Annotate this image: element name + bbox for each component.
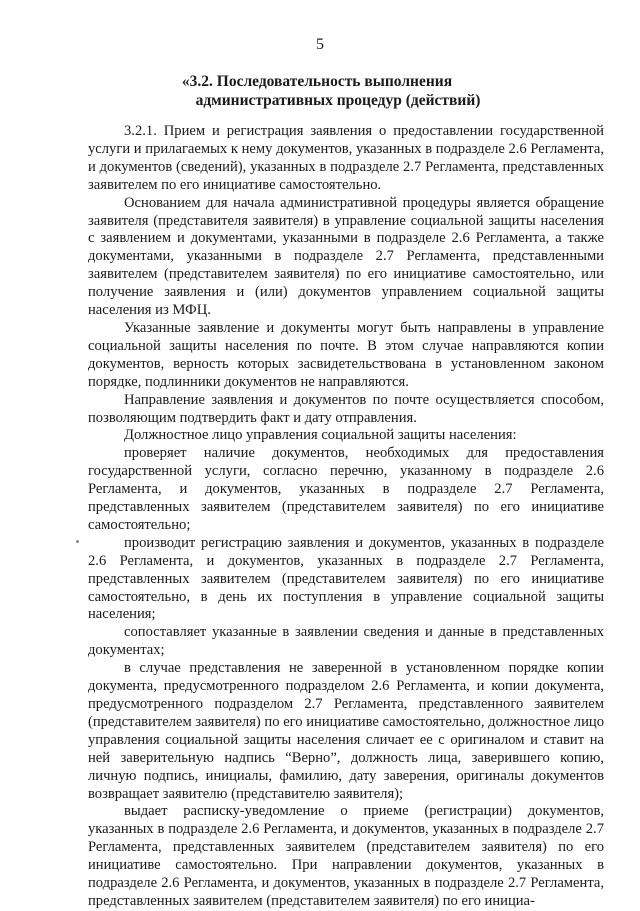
section-heading bbox=[0, 72, 640, 110]
list-item-paragraph: проверяет наличие документов, необходимых для предоставления государственной услуги, согласно перечню, указанному в подразделе 2.6 Регламента, и документов, указанных в подразделе 2.7 Регламента, представленных заявителем (представителем заявителя) по его инициативе самостоятельно; bbox=[88, 445, 604, 533]
section-heading-line-1: «3.2. Последовательность выполнения bbox=[181, 73, 453, 90]
paragraph: Направление заявления и документов по почте осуществляется способом, позволяющим подтвердить факт и дату отправления. bbox=[88, 391, 604, 426]
scan-speck bbox=[76, 540, 79, 543]
paragraph: Основанием для начала административной процедуры является обращение заявителя (представителя заявителя) в управление социальной защиты населения с заявлением и документами, указанными в подразделе 2.6 Регламента, а также документами, указанными в подразделе 2.7 Регламента, представленными заявителем (представителем заявителя) по его инициативе самостоятельно, или получение заявления и (или) документов управлением социальной защиты населения из МФЦ. bbox=[88, 194, 604, 319]
paragraph: Указанные заявление и документы могут быть направлены в управление социальной защиты населения по почте. В этом случае направляются копии документов, верность которых засвидетельствована в установленном законом порядке, подлинники документов не направляются. bbox=[88, 319, 604, 390]
list-item-paragraph: выдает расписку-уведомление о приеме (регистрации) документов, указанных в подразделе 2.6 Регламента, и документов, указанных в подразделе 2.7 Регламента, представленных заявителем (представителем заявителя) по его инициативе самостоятельно. При направлении документов, указанных в подразделе 2.6 Регламента, и документов, указанных в подразделе 2.7 Регламента, представленных заявителем (представителем заявителя) по его инициа- bbox=[88, 803, 604, 909]
document-body bbox=[88, 123, 604, 911]
page-number: 5 bbox=[316, 36, 324, 53]
list-item-paragraph: в случае представления не заверенной в установленном порядке копии документа, предусмотренного подразделом 2.6 Регламента, и копии документа, предусмотренного подразделом 2.7 Регламента, представленного заявителем (представителем заявителя) по его инициативе самостоятельно, должностное лицо управления социальной защиты населения сличает ее с оригиналом и ставит на ней заверительную надпись “Верно”, должность лица, заверившего копию, личную подпись, инициалы, фамилию, дату заверения, оригиналы документов возвращает заявителю (представителю заявителя); bbox=[88, 660, 604, 802]
list-item-paragraph: сопоставляет указанные в заявлении сведения и данные в представленных документах; bbox=[88, 624, 604, 659]
section-heading-line-2: административных процедур (действий) bbox=[195, 92, 481, 109]
paragraph: Должностное лицо управления социальной защиты населения: bbox=[124, 427, 517, 444]
list-item-paragraph: производит регистрацию заявления и документов, указанных в подразделе 2.6 Регламента, и документов, указанных в подразделе 2.7 Регламента, представленных заявителем (представителем заявителя) по его инициативе самостоятельно, в день их поступления в управление социальной защиты населения; bbox=[88, 534, 604, 623]
paragraph: 3.2.1. Прием и регистрация заявления о предоставлении государственной услуги и прилагаемых к нему документов, указанных в подразделе 2.6 Регламента, и документов (сведений), указанных в подразделе 2.7 Регламента, представленных заявителем по его инициативе самостоятельно. bbox=[88, 123, 604, 193]
